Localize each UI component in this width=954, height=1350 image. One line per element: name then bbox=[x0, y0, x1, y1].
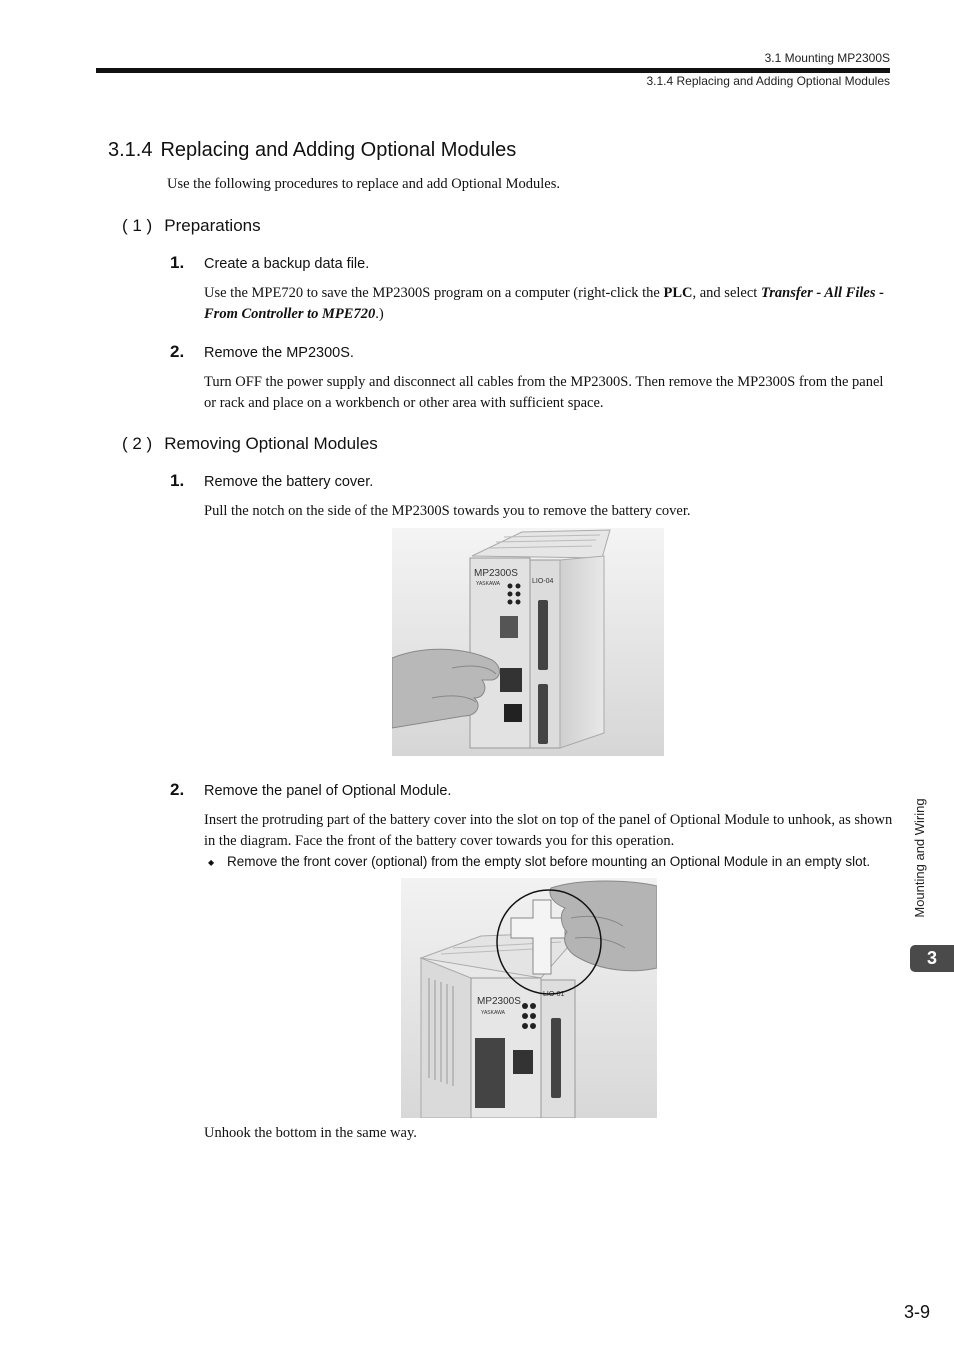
step-body bbox=[204, 283, 894, 325]
chapter-side-label: Mounting and Wiring bbox=[912, 798, 927, 918]
running-header-section: 3.1 Mounting MP2300S bbox=[764, 51, 890, 65]
step-title: Remove the battery cover. bbox=[204, 474, 374, 490]
step-body: Insert the protruding part of the battery cover into the slot on top of the panel of Optional Module to unhook, as shown in the diagram. Face the front of the battery cover towards you for this operation. bbox=[204, 812, 893, 849]
step-body: Turn OFF the power supply and disconnect all cables from the MP2300S. Then remove the MP2300S from the panel or rack and place on a workbench or other area with sufficient space. bbox=[204, 374, 884, 411]
step-after-note: Unhook the bottom in the same way. bbox=[204, 1125, 417, 1141]
bullet-note: Remove the front cover (optional) from the empty slot before mounting an Optional Module in an empty slot. bbox=[227, 854, 871, 869]
plc-term: PLC bbox=[663, 285, 693, 301]
running-header-subsection: 3.1.4 Replacing and Adding Optional Modules bbox=[646, 74, 890, 88]
step-body-text: .) bbox=[375, 306, 384, 322]
subsection-heading-removing bbox=[122, 434, 378, 454]
photo2-model-label: MP2300S bbox=[477, 996, 521, 1007]
step-number: 1. bbox=[170, 253, 185, 272]
step-number: 2. bbox=[170, 342, 185, 361]
intro-paragraph: Use the following procedures to replace and add Optional Modules. bbox=[167, 176, 561, 192]
photo2-brand-label: YASKAWA bbox=[481, 1010, 505, 1016]
step-title: Remove the MP2300S. bbox=[204, 345, 354, 361]
step-body: Pull the notch on the side of the MP2300S towards you to remove the battery cover. bbox=[204, 503, 691, 519]
menu-path: Transfer - All Files - From Controller to MPE720 bbox=[204, 285, 884, 322]
step-body-text: Use the MPE720 to save the MP2300S program on a computer (right-click the bbox=[204, 285, 664, 301]
step-body-text: , and select bbox=[692, 285, 761, 301]
photo1-model-label: MP2300S bbox=[474, 568, 518, 579]
subsection-title: Removing Optional Modules bbox=[164, 434, 378, 453]
subsection-number: ( 1 ) bbox=[122, 216, 153, 235]
header-rule bbox=[96, 68, 890, 73]
section-title bbox=[108, 139, 516, 162]
step-number: 1. bbox=[170, 471, 185, 490]
subsection-heading-preparations bbox=[122, 216, 261, 236]
step-number: 2. bbox=[170, 780, 185, 799]
chapter-tab: 3 bbox=[910, 945, 954, 972]
subsection-title: Preparations bbox=[164, 216, 261, 235]
photo1-module-label: LIO-04 bbox=[532, 578, 554, 585]
photo2-module-label: LIO-01 bbox=[543, 991, 565, 998]
photo-remove-battery-cover bbox=[392, 528, 664, 756]
section-number: 3.1.4 bbox=[108, 139, 153, 161]
step-title: Create a backup data file. bbox=[204, 256, 370, 272]
photo-remove-optional-panel bbox=[401, 878, 657, 1118]
step-title: Remove the panel of Optional Module. bbox=[204, 783, 452, 799]
subsection-number: ( 2 ) bbox=[122, 434, 153, 453]
section-title-text: Replacing and Adding Optional Modules bbox=[160, 139, 517, 161]
page-number: 3-9 bbox=[903, 1302, 930, 1322]
bullet-diamond-icon: ◆ bbox=[208, 858, 215, 867]
photo1-brand-label: YASKAWA bbox=[476, 581, 500, 587]
